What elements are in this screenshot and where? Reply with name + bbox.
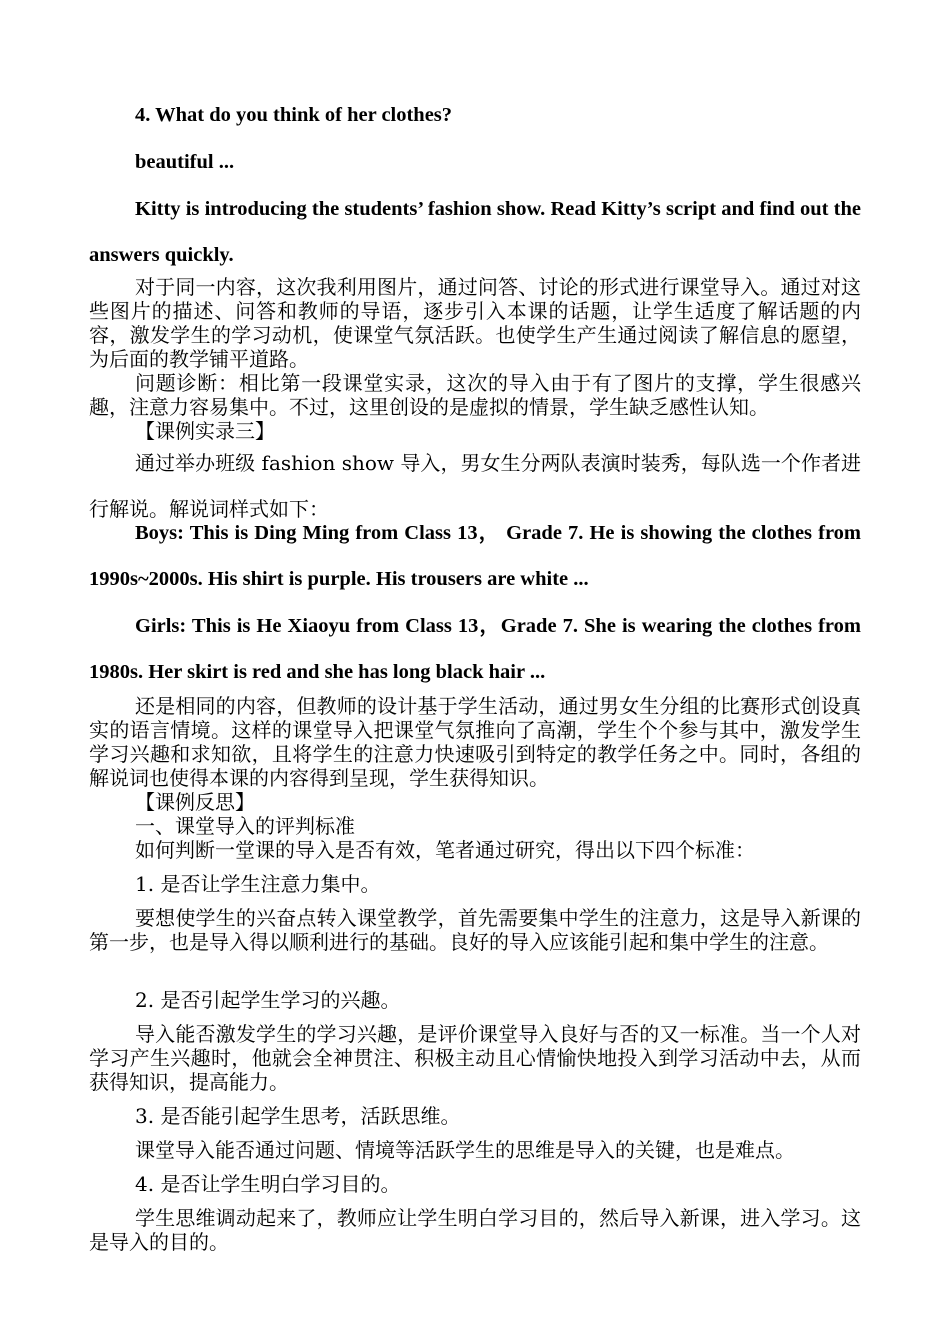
- girls-script: Girls: This is He Xiaoyu from Class 13，Grade 7. She is wearing the clothes from 1980s. Her skirt is red and she has long black hair ...: [89, 615, 861, 683]
- kitty-instruction: Kitty is introducing the students’ fashion show. Read Kitty’s script and find out the answers quickly.: [89, 198, 861, 266]
- heading-reflection: 【课例反思】: [135, 790, 255, 814]
- boys-script: Boys: This is Ding Ming from Class 13， Grade 7. He is showing the clothes from 1990s~2000s. His shirt is purple. His trousers are white ...: [89, 522, 861, 590]
- section-heading-criteria: 一、课堂导入的评判标准: [135, 814, 355, 838]
- question-4: 4. What do you think of her clothes?: [135, 104, 453, 126]
- criterion-2-title: 2. 是否引起学生学习的兴趣。: [135, 988, 401, 1012]
- criterion-4-body: 学生思维调动起来了，教师应让学生明白学习目的，然后导入新课，进入学习。这是导入的目的。: [89, 1206, 861, 1254]
- analysis-paragraph-2: 对于同一内容，这次我利用图片，通过问答、讨论的形式进行课堂导入。通过对这些图片的描述、问答和教师的导语，逐步引入本课的话题，让学生适度了解话题的内容，激发学生的学习动机，使课堂气氛活跃。也使学生产生通过阅读了解信息的愿望，为后面的教学铺平道路。: [89, 275, 861, 371]
- criterion-1-body: 要想使学生的兴奋点转入课堂教学，首先需要集中学生的注意力，这是导入新课的第一步，也是导入得以顺利进行的基础。良好的导入应该能引起和集中学生的注意。: [89, 906, 861, 954]
- analysis-paragraph-3: 还是相同的内容，但教师的设计基于学生活动，通过男女生分组的比赛形式创设真实的语言情境。这样的课堂导入把课堂气氛推向了高潮，学生个个参与其中，激发学生学习兴趣和求知欲，且将学生的注意力快速吸引到特定的教学任务之中。同时，各组的解说词也使得本课的内容得到呈现，学生获得知识。: [89, 694, 861, 790]
- heading-record-3: 【课例实录三】: [135, 419, 275, 443]
- criterion-3-title: 3. 是否能引起学生思考，活跃思维。: [135, 1104, 461, 1128]
- criteria-intro: 如何判断一堂课的导入是否有效，笔者通过研究，得出以下四个标准：: [135, 838, 755, 862]
- answer-beautiful: beautiful ...: [135, 151, 235, 173]
- diagnosis-paragraph-2: 问题诊断：相比第一段课堂实录，这次的导入由于有了图片的支撑，学生很感兴趣，注意力容易集中。不过，这里创设的是虚拟的情景，学生缺乏感性认知。: [89, 371, 861, 419]
- criterion-1-title: 1. 是否让学生注意力集中。: [135, 872, 381, 896]
- criterion-2-body: 导入能否激发学生的学习兴趣，是评价课堂导入良好与否的又一标准。当一个人对学习产生兴趣时，他就会全神贯注、积极主动且心情愉快地投入到学习活动中去，从而获得知识，提高能力。: [89, 1022, 861, 1094]
- criterion-3-body: 课堂导入能否通过问题、情境等活跃学生的思维是导入的关键，也是难点。: [135, 1138, 795, 1162]
- record-3-text: 通过举办班级 fashion show 导入，男女生分两队表演时装秀，每队选一个作者进行解说。解说词样式如下：: [89, 451, 861, 521]
- criterion-4-title: 4. 是否让学生明白学习目的。: [135, 1172, 401, 1196]
